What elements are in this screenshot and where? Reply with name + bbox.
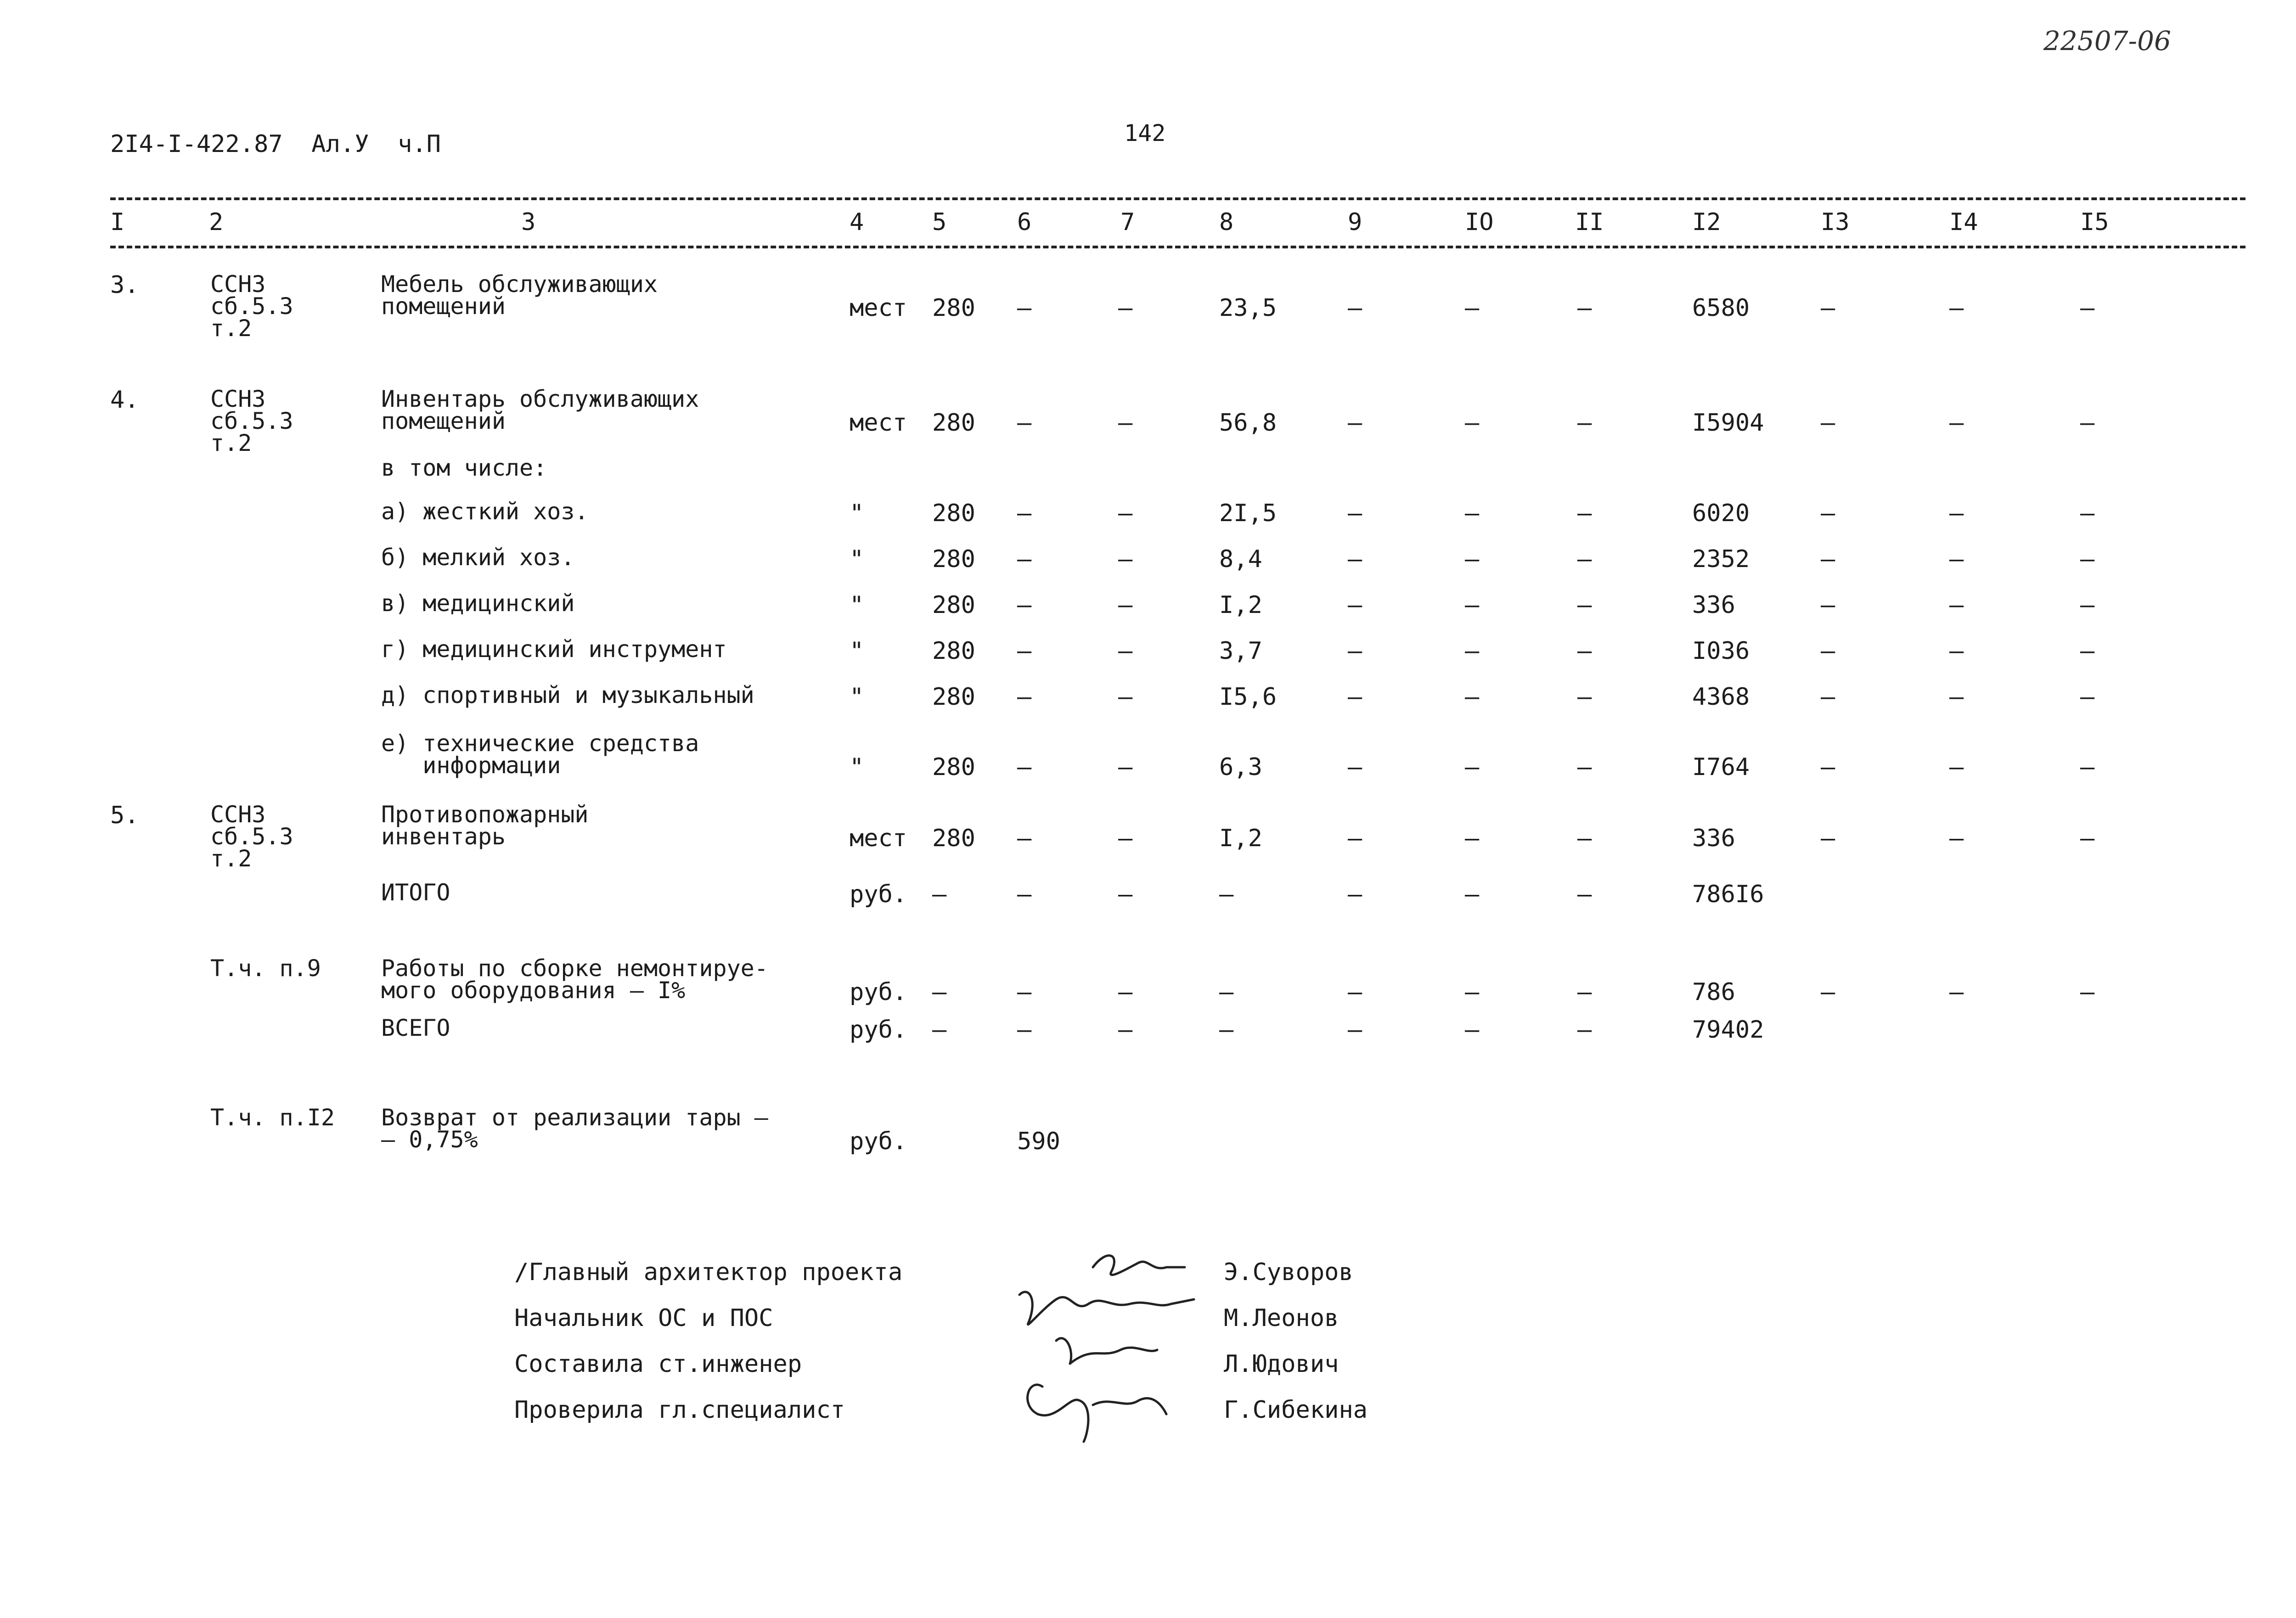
cell-col-c13: – <box>1821 409 1835 437</box>
cell-col-c14: – <box>1949 683 1964 711</box>
cell-col-qty: 280 <box>932 825 975 852</box>
cell-col-c12: 6020 <box>1692 500 1750 527</box>
cell-col-c14: – <box>1949 591 1964 619</box>
cell-col-c11: – <box>1577 591 1592 619</box>
column-header: I3 <box>1821 208 1850 236</box>
header-bottom-rule <box>110 246 2245 248</box>
cell-col-c12: 2352 <box>1692 545 1750 573</box>
cell-col-c8: 23,5 <box>1219 294 1277 322</box>
signature-name: Э.Суворов <box>1224 1258 1353 1286</box>
cell-col-c12: 786 <box>1692 978 1735 1006</box>
cell-col-c13: – <box>1821 500 1835 527</box>
cell-col-c13: – <box>1821 753 1835 781</box>
cell-col-c15: – <box>2080 637 2095 665</box>
column-header: 4 <box>850 208 864 236</box>
cell-col-c8: I5,6 <box>1219 683 1277 711</box>
cell-col-c12: 786I6 <box>1692 881 1764 908</box>
row-reference: т.2 <box>210 315 252 342</box>
cell-col-unit: мест <box>850 825 907 852</box>
cell-col-unit: " <box>850 753 864 781</box>
cell-col-c6: – <box>1017 978 1032 1006</box>
cell-col-c15: – <box>2080 500 2095 527</box>
cell-col-c8: – <box>1219 1016 1234 1044</box>
cell-col-c15: – <box>2080 753 2095 781</box>
row-reference: ССНЗ <box>210 271 266 298</box>
cell-col-qty: 280 <box>932 409 975 437</box>
row-reference: ССНЗ <box>210 801 266 828</box>
row-description: помещений <box>381 293 506 320</box>
cell-col-c9: – <box>1348 881 1362 908</box>
cell-col-c12: 336 <box>1692 825 1735 852</box>
cell-col-c6: – <box>1017 753 1032 781</box>
cell-col-c9: – <box>1348 500 1362 527</box>
cell-col-c9: – <box>1348 753 1362 781</box>
cell-col-unit: руб. <box>850 1128 907 1155</box>
cell-col-unit: " <box>850 591 864 619</box>
cell-col-c11: – <box>1577 881 1592 908</box>
row-number: 4. <box>110 386 139 414</box>
cell-col-c15: – <box>2080 825 2095 852</box>
page-number: 142 <box>1124 120 1166 146</box>
cell-col-c9: – <box>1348 591 1362 619</box>
column-header: I2 <box>1692 208 1721 236</box>
cell-col-c6: 590 <box>1017 1128 1060 1155</box>
cell-col-c6: – <box>1017 683 1032 711</box>
cell-col-unit: " <box>850 637 864 665</box>
cell-col-c6: – <box>1017 500 1032 527</box>
cell-col-c11: – <box>1577 753 1592 781</box>
cell-col-c9: – <box>1348 409 1362 437</box>
cell-col-c11: – <box>1577 978 1592 1006</box>
cell-col-c14: – <box>1949 545 1964 573</box>
cell-col-c13: – <box>1821 978 1835 1006</box>
cell-col-c15: – <box>2080 409 2095 437</box>
row-description: Инвентарь обслуживающих <box>381 386 699 412</box>
cell-col-c6: – <box>1017 825 1032 852</box>
cell-col-c7: – <box>1118 294 1133 322</box>
row-description: ВСЕГО <box>381 1015 450 1041</box>
cell-col-c6: – <box>1017 637 1032 665</box>
signature-role: Проверила гл.специалист <box>514 1396 845 1424</box>
column-header: IO <box>1465 208 1494 236</box>
row-description: информации <box>381 752 561 779</box>
cell-col-c7: – <box>1118 545 1133 573</box>
cell-col-qty: 280 <box>932 683 975 711</box>
cell-col-unit: " <box>850 500 864 527</box>
cell-col-c10: – <box>1465 591 1480 619</box>
row-description: Мебель обслуживающих <box>381 271 658 298</box>
cell-col-c6: – <box>1017 409 1032 437</box>
cell-col-c15: – <box>2080 591 2095 619</box>
cell-col-c6: – <box>1017 294 1032 322</box>
cell-col-c10: – <box>1465 1016 1480 1044</box>
cell-col-c11: – <box>1577 825 1592 852</box>
cell-col-c12: 336 <box>1692 591 1735 619</box>
cell-col-qty: – <box>932 1016 947 1044</box>
cell-col-c11: – <box>1577 294 1592 322</box>
row-reference: Т.ч. п.I2 <box>210 1104 335 1131</box>
cell-col-c13: – <box>1821 545 1835 573</box>
row-reference: сб.5.3 <box>210 293 293 320</box>
cell-col-c13: – <box>1821 637 1835 665</box>
signature-name: Л.Юдович <box>1224 1350 1339 1378</box>
cell-col-c13: – <box>1821 294 1835 322</box>
row-description: в том числе: <box>381 455 547 481</box>
cell-col-c13: – <box>1821 683 1835 711</box>
cell-col-c14: – <box>1949 500 1964 527</box>
cell-col-c9: – <box>1348 294 1362 322</box>
cell-col-c11: – <box>1577 1016 1592 1044</box>
cell-col-c10: – <box>1465 637 1480 665</box>
cell-col-c8: 2I,5 <box>1219 500 1277 527</box>
cell-col-c12: 4368 <box>1692 683 1750 711</box>
cell-col-c9: – <box>1348 978 1362 1006</box>
column-header: 6 <box>1017 208 1032 236</box>
column-header: 2 <box>209 208 224 236</box>
signature-role: Составила ст.инженер <box>514 1350 802 1378</box>
cell-col-unit: " <box>850 545 864 573</box>
row-description: е) технические средства <box>381 730 699 757</box>
cell-col-c10: – <box>1465 753 1480 781</box>
cell-col-unit: руб. <box>850 881 907 908</box>
cell-col-c14: – <box>1949 409 1964 437</box>
cell-col-c10: – <box>1465 978 1480 1006</box>
row-number: 3. <box>110 271 139 299</box>
cell-col-c12: 79402 <box>1692 1016 1764 1044</box>
cell-col-unit: мест <box>850 409 907 437</box>
cell-col-c7: – <box>1118 683 1133 711</box>
cell-col-c7: – <box>1118 753 1133 781</box>
cell-col-c7: – <box>1118 500 1133 527</box>
cell-col-c10: – <box>1465 825 1480 852</box>
cell-col-c10: – <box>1465 409 1480 437</box>
cell-col-c10: – <box>1465 683 1480 711</box>
column-header: 8 <box>1219 208 1234 236</box>
row-reference: сб.5.3 <box>210 408 293 434</box>
cell-col-qty: 280 <box>932 545 975 573</box>
cell-col-c8: 56,8 <box>1219 409 1277 437</box>
cell-col-c6: – <box>1017 545 1032 573</box>
cell-col-unit: руб. <box>850 1016 907 1044</box>
cell-col-qty: – <box>932 881 947 908</box>
row-description: инвентарь <box>381 823 506 850</box>
cell-col-c7: – <box>1118 978 1133 1006</box>
row-description: Работы по сборке немонтируе- <box>381 955 768 982</box>
cell-col-c10: – <box>1465 500 1480 527</box>
row-description: в) медицинский <box>381 590 575 617</box>
row-reference: ССНЗ <box>210 386 266 412</box>
cell-col-c15: – <box>2080 978 2095 1006</box>
cell-col-qty: 280 <box>932 500 975 527</box>
cell-col-unit: " <box>850 683 864 711</box>
column-header: I5 <box>2080 208 2109 236</box>
row-description: д) спортивный и музыкальный <box>381 682 754 708</box>
cell-col-qty: 280 <box>932 753 975 781</box>
handwritten-signatures <box>1001 1240 1240 1451</box>
row-reference: Т.ч. п.9 <box>210 955 321 982</box>
cell-col-unit: мест <box>850 294 907 322</box>
cell-col-c11: – <box>1577 683 1592 711</box>
column-header: 5 <box>932 208 947 236</box>
cell-col-unit: руб. <box>850 978 907 1006</box>
cell-col-c11: – <box>1577 409 1592 437</box>
signature-name: Г.Сибекина <box>1224 1396 1368 1424</box>
cell-col-c11: – <box>1577 545 1592 573</box>
cell-col-c15: – <box>2080 294 2095 322</box>
cell-col-c11: – <box>1577 500 1592 527</box>
row-description: – 0,75% <box>381 1126 478 1153</box>
cell-col-c13: – <box>1821 591 1835 619</box>
cell-col-c8: 3,7 <box>1219 637 1262 665</box>
row-description: б) мелкий хоз. <box>381 544 575 571</box>
cell-col-c7: – <box>1118 1016 1133 1044</box>
column-header: I4 <box>1949 208 1978 236</box>
cell-col-c9: – <box>1348 825 1362 852</box>
header-top-rule <box>110 197 2245 200</box>
signature-role: Начальник ОС и ПОС <box>514 1304 773 1332</box>
cell-col-qty: – <box>932 978 947 1006</box>
cell-col-c9: – <box>1348 1016 1362 1044</box>
column-header: 3 <box>521 208 536 236</box>
cell-col-c9: – <box>1348 637 1362 665</box>
cell-col-c14: – <box>1949 637 1964 665</box>
cell-col-c7: – <box>1118 409 1133 437</box>
cell-col-qty: 280 <box>932 294 975 322</box>
row-description: г) медицинский инструмент <box>381 636 727 663</box>
row-description: помещений <box>381 408 506 434</box>
row-reference: сб.5.3 <box>210 823 293 850</box>
cell-col-c14: – <box>1949 825 1964 852</box>
cell-col-c8: 8,4 <box>1219 545 1262 573</box>
row-reference: т.2 <box>210 430 252 456</box>
cell-col-c15: – <box>2080 683 2095 711</box>
cell-col-c9: – <box>1348 545 1362 573</box>
cell-col-c10: – <box>1465 545 1480 573</box>
document-code: 2I4-I-422.87 Ал.У ч.П <box>110 130 441 158</box>
row-description: ИТОГО <box>381 879 450 906</box>
cell-col-c8: – <box>1219 881 1234 908</box>
cell-col-c14: – <box>1949 753 1964 781</box>
cell-col-qty: 280 <box>932 591 975 619</box>
cell-col-c12: I5904 <box>1692 409 1764 437</box>
cell-col-c12: 6580 <box>1692 294 1750 322</box>
signature-role: /Главный архитектор проекта <box>514 1258 903 1286</box>
cell-col-c6: – <box>1017 1016 1032 1044</box>
cell-col-c6: – <box>1017 591 1032 619</box>
cell-col-c6: – <box>1017 881 1032 908</box>
cell-col-c8: 6,3 <box>1219 753 1262 781</box>
signature-name: М.Леонов <box>1224 1304 1339 1332</box>
row-description: а) жесткий хоз. <box>381 498 589 525</box>
cell-col-c7: – <box>1118 825 1133 852</box>
row-number: 5. <box>110 802 139 829</box>
row-reference: т.2 <box>210 845 252 872</box>
cell-col-c8: – <box>1219 978 1234 1006</box>
column-header: 7 <box>1120 208 1135 236</box>
cell-col-c13: – <box>1821 825 1835 852</box>
archive-number: 22507-06 <box>2043 25 2171 56</box>
row-description: Возврат от реализации тары – <box>381 1104 768 1131</box>
cell-col-c12: I036 <box>1692 637 1750 665</box>
row-description: Противопожарный <box>381 801 589 828</box>
cell-col-c10: – <box>1465 294 1480 322</box>
cell-col-c15: – <box>2080 545 2095 573</box>
cell-col-c8: I,2 <box>1219 591 1262 619</box>
cell-col-c9: – <box>1348 683 1362 711</box>
cell-col-c10: – <box>1465 881 1480 908</box>
cell-col-c7: – <box>1118 591 1133 619</box>
cell-col-qty: 280 <box>932 637 975 665</box>
cell-col-c14: – <box>1949 978 1964 1006</box>
cell-col-c8: I,2 <box>1219 825 1262 852</box>
cell-col-c7: – <box>1118 881 1133 908</box>
column-header: I <box>110 208 125 236</box>
cell-col-c14: – <box>1949 294 1964 322</box>
column-header: 9 <box>1348 208 1362 236</box>
row-description: мого оборудования – I% <box>381 977 686 1004</box>
cell-col-c11: – <box>1577 637 1592 665</box>
column-header: II <box>1575 208 1604 236</box>
cell-col-c12: I764 <box>1692 753 1750 781</box>
cell-col-c7: – <box>1118 637 1133 665</box>
